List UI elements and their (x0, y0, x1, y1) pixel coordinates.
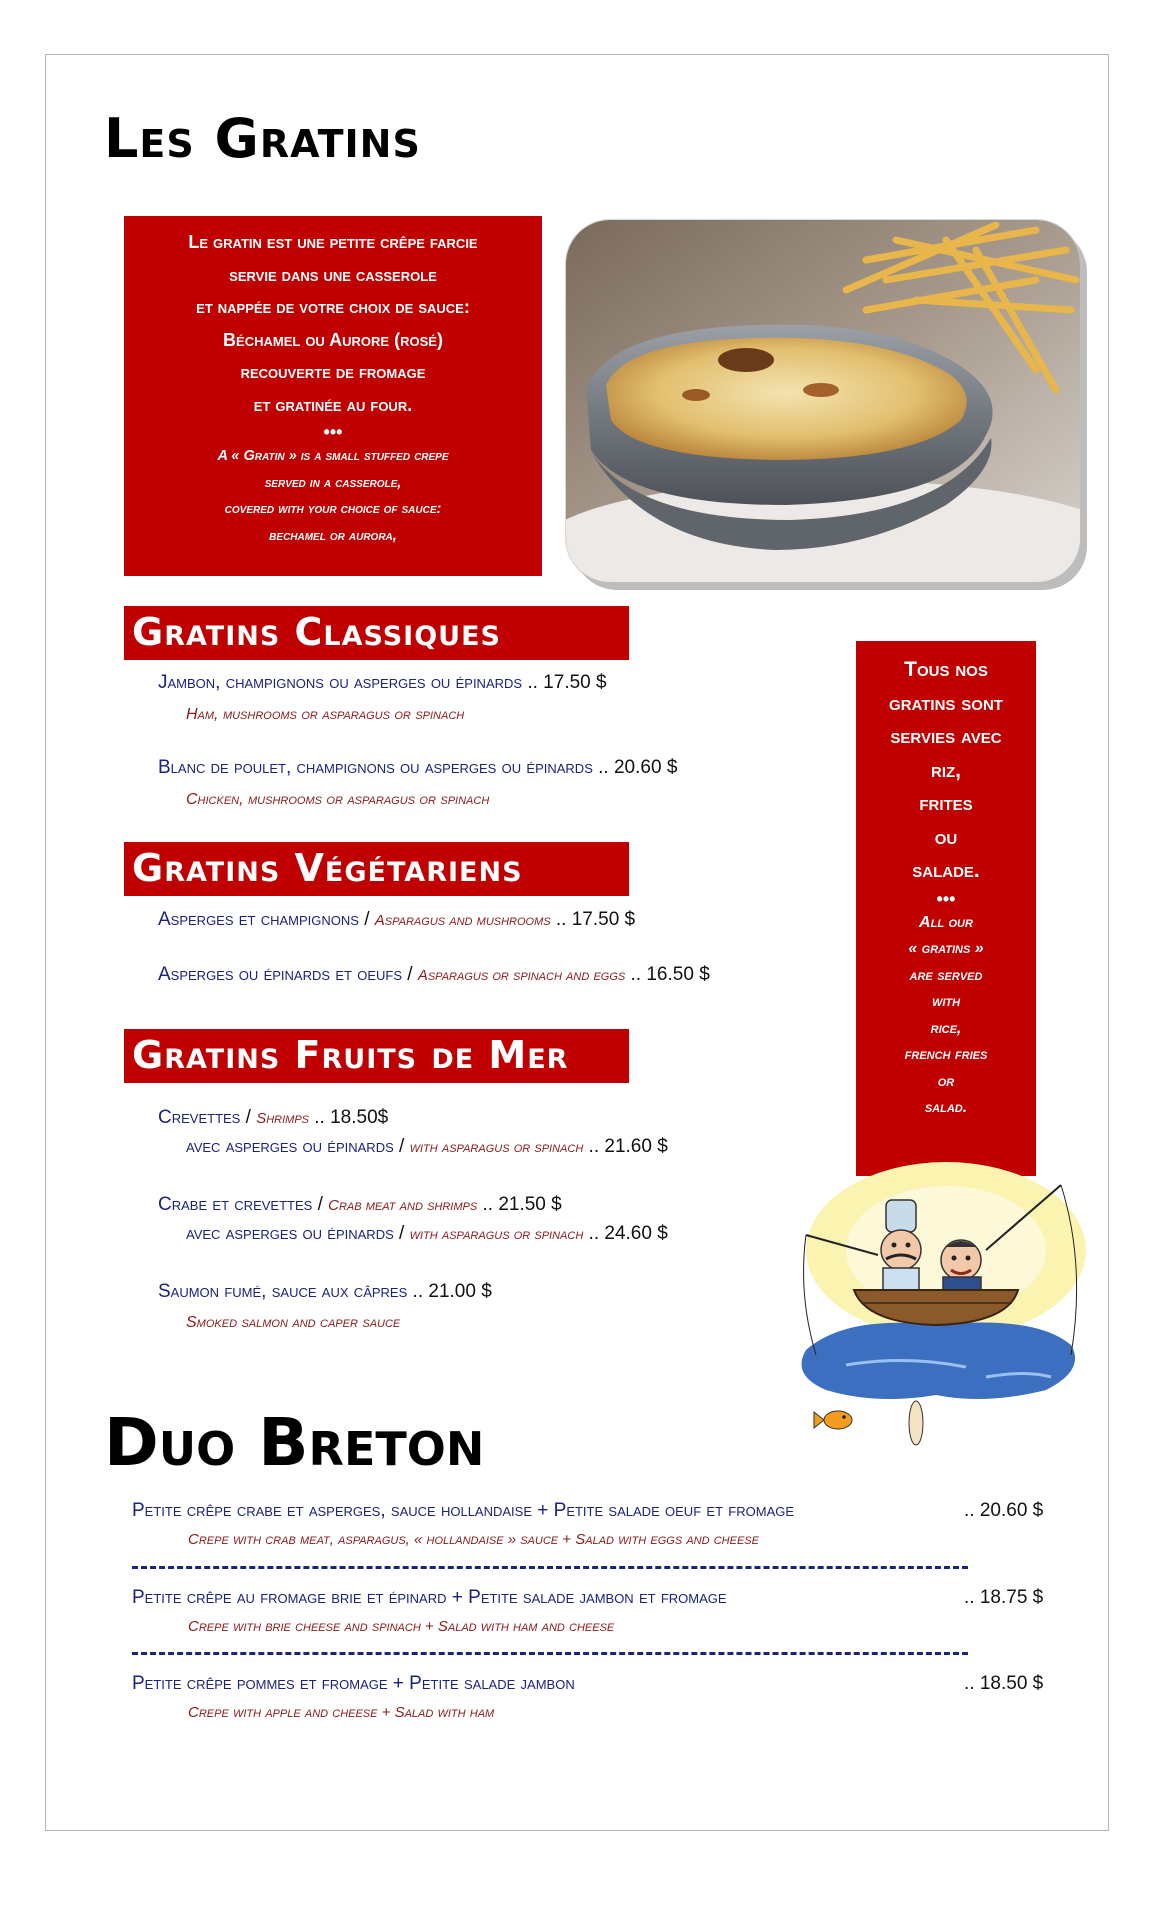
item-price: .. 20.60 $ (598, 757, 678, 778)
item-name-en: Shrimps (256, 1110, 309, 1127)
item-name-en: Ham, mushrooms or asparagus or spinach (186, 706, 465, 723)
item-name-fr: Asperges et champignons (158, 909, 359, 930)
duo-item-name-en: Crepe with apple and cheese + Salad with ham (188, 1704, 495, 1721)
side-en-line: « gratins » (908, 940, 984, 957)
dashed-divider (132, 1566, 968, 1569)
item-price: .. 16.50 $ (625, 964, 710, 985)
side-fr-line: gratins sont (889, 691, 1003, 715)
side-fr-line: riz, (931, 758, 961, 782)
item-separator: / (312, 1194, 329, 1215)
item-price: .. 17.50 $ (550, 909, 636, 930)
item-name-fr: Saumon fumé, sauce aux câpres (158, 1281, 408, 1302)
intro-fr-line: et nappée de votre choix de sauce: (196, 297, 470, 317)
item-separator: / (393, 1136, 410, 1157)
intro-fr-line: Le gratin est une petite crêpe farcie (188, 232, 478, 252)
fishing-chefs-illustration (786, 1155, 1091, 1450)
duo-item-name-en: Crepe with brie cheese and spinach + Salad with ham and cheese (188, 1618, 615, 1635)
menu-item-mer-1 (158, 1107, 388, 1130)
item-separator: / (393, 1223, 410, 1244)
side-en-line: All our (919, 913, 973, 931)
item-name-fr: avec asperges ou épinards (186, 1223, 394, 1244)
section-title-mer: Gratins Fruits de Mer (124, 1029, 629, 1083)
item-price: .. 21.00 $ (407, 1281, 492, 1302)
item-name-fr: Crabe et crevettes (158, 1194, 313, 1215)
item-name-fr: Crevettes (158, 1107, 241, 1128)
menu-item-vegetarien-1 (158, 909, 635, 932)
menu-item-classique-1 (158, 672, 607, 694)
side-en-line: are served (909, 966, 983, 984)
intro-en-line: bechamel or aurora, (269, 527, 397, 544)
item-price: .. 18.50$ (309, 1107, 389, 1128)
intro-fr-line: et gratinée au four. (253, 394, 413, 415)
intro-fr-line: Béchamel ou Aurore (rosé) (223, 329, 443, 350)
intro-fr-line: servie dans une casserole (229, 264, 437, 285)
menu-item-mer-4 (186, 1223, 668, 1246)
item-name-en: Asparagus or spinach and eggs (417, 967, 626, 984)
intro-en-line: A « Gratin » is a small stuffed crepe (217, 448, 449, 464)
gratin-dish-photo (566, 220, 1080, 582)
side-fr-line: servies avec (890, 725, 1002, 748)
page-title: Les Gratins (104, 107, 421, 170)
dashed-divider (132, 1652, 968, 1655)
item-name-en: Crab meat and shrimps (328, 1197, 478, 1214)
duo-breton-title: Duo Breton (104, 1404, 485, 1481)
item-name-fr: Asperges ou épinards et oeufs (158, 964, 402, 985)
duo-item-name-fr: Petite crêpe au fromage brie et épinard + Petite salade jambon et fromage (132, 1587, 727, 1608)
item-name-fr: avec asperges ou épinards (186, 1136, 394, 1157)
duo-item-price: .. 18.50 $ (964, 1673, 1044, 1694)
item-separator: / (240, 1107, 257, 1128)
item-name-en: with asparagus or spinach (409, 1139, 584, 1156)
item-name-en: Smoked salmon and caper sauce (186, 1314, 401, 1331)
duo-item-price: .. 20.60 $ (964, 1500, 1044, 1521)
intro-dots-separator: ••• (323, 422, 343, 442)
section-title-vegetariens: Gratins Végétariens (124, 842, 629, 896)
item-name-en: Chicken, mushrooms or asparagus or spinach (186, 791, 490, 808)
menu-item-mer-5 (158, 1281, 492, 1303)
intro-description-box (124, 216, 542, 576)
item-price: .. 24.60 $ (583, 1223, 668, 1244)
item-separator: / (358, 909, 375, 930)
side-info-box (856, 641, 1036, 1176)
duo-item-name-en: Crepe with crab meat, asparagus, « hollandaise » sauce + Salad with eggs and cheese (188, 1531, 759, 1548)
side-dots-separator: ••• (936, 888, 956, 909)
side-en-line: french fries (904, 1046, 988, 1063)
item-price: .. 21.50 $ (477, 1194, 562, 1215)
item-name-fr: Jambon, champignons ou asperges ou épinards (158, 672, 523, 693)
side-en-line: salad. (924, 1099, 968, 1116)
item-price: .. 21.60 $ (583, 1136, 668, 1157)
item-name-en: with asparagus or spinach (409, 1226, 584, 1243)
menu-item-mer-2 (186, 1136, 668, 1159)
item-name-fr: Blanc de poulet, champignons ou asperges ou épinards (158, 757, 593, 778)
intro-fr-line: recouverte de fromage (240, 362, 426, 382)
side-fr-line: Tous nos (904, 658, 988, 681)
side-fr-line: ou (934, 825, 958, 849)
side-fr-line: frites (919, 792, 973, 815)
side-fr-line: salade. (912, 859, 980, 882)
item-price: .. 17.50 $ (527, 672, 607, 693)
duo-item-name-fr: Petite crêpe crabe et asperges, sauce hollandaise + Petite salade oeuf et fromage (132, 1500, 795, 1521)
intro-en-line: covered with your choice of sauce: (224, 501, 442, 517)
side-en-line: with (931, 993, 961, 1010)
menu-item-vegetarien-2 (158, 964, 710, 987)
menu-item-mer-3 (158, 1194, 562, 1217)
intro-en-line: served in a casserole, (264, 474, 402, 491)
item-separator: / (402, 964, 418, 985)
duo-item-price: .. 18.75 $ (964, 1587, 1044, 1608)
side-en-line: or (937, 1072, 955, 1090)
duo-item-name-fr: Petite crêpe pommes et fromage + Petite salade jambon (132, 1673, 575, 1694)
item-name-en: Asparagus and mushrooms (374, 912, 551, 929)
section-title-classiques: Gratins Classiques (124, 606, 629, 660)
side-en-line: rice, (930, 1019, 962, 1037)
menu-item-classique-2 (158, 757, 677, 779)
